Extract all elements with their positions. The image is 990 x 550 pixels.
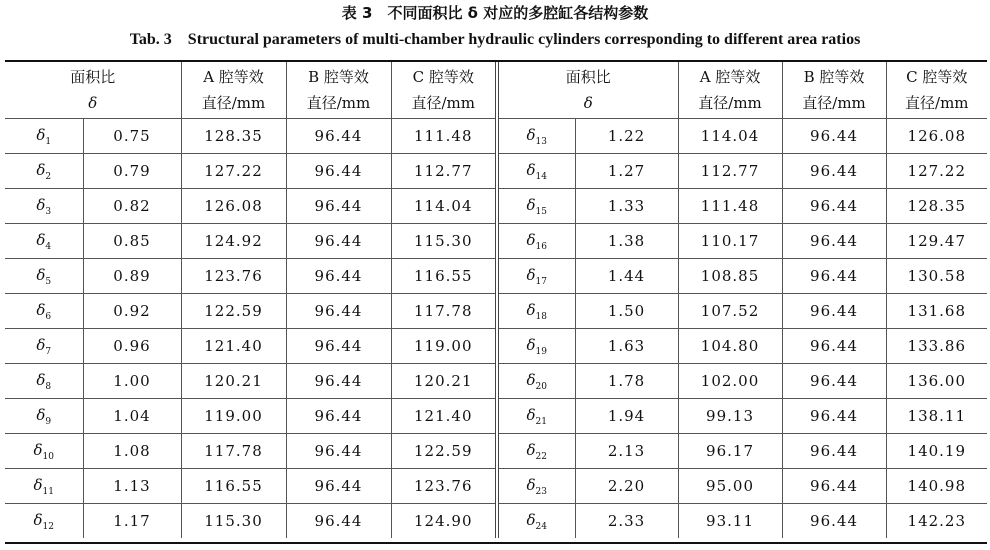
delta-subscript: 9 [45,416,52,427]
delta-symbol: δ [526,300,536,319]
delta-subscript: 7 [45,346,52,357]
header-unit: 直径/mm [802,94,866,112]
delta-symbol-cell [497,224,575,259]
header-area-ratio-right [497,62,678,119]
header-ratio-label: 面积比 [70,68,116,86]
delta-subscript: 2 [45,171,52,182]
delta-symbol-cell [5,154,83,189]
delta-symbol: δ [36,405,46,424]
area-ratio-value: 1.33 [575,189,678,224]
b-chamber-diameter: 96.44 [782,189,886,224]
area-ratio-value: 1.44 [575,259,678,294]
delta-subscript: 10 [42,451,54,462]
delta-symbol-cell [497,364,575,399]
delta-symbol: δ [36,370,46,389]
c-chamber-diameter: 138.11 [886,399,987,434]
delta-symbol: δ [526,230,536,249]
c-chamber-diameter: 120.21 [391,364,497,399]
delta-symbol: δ [33,475,43,494]
delta-symbol-cell [5,469,83,504]
header-ratio-symbol: δ [88,94,98,112]
delta-symbol-cell [497,504,575,539]
delta-symbol: δ [36,160,46,179]
area-ratio-value: 1.94 [575,399,678,434]
table-row [5,399,987,434]
c-chamber-diameter: 114.04 [391,189,497,224]
area-ratio-value: 1.50 [575,294,678,329]
header-a-chamber-right [678,62,782,119]
area-ratio-value: 0.79 [83,154,181,189]
delta-subscript: 20 [535,381,547,392]
a-chamber-diameter: 104.80 [678,329,782,364]
delta-subscript: 3 [45,206,52,217]
a-chamber-diameter: 126.08 [181,189,286,224]
b-chamber-diameter: 96.44 [782,469,886,504]
delta-symbol-cell [497,154,575,189]
b-chamber-diameter: 96.44 [286,364,391,399]
area-ratio-value: 1.08 [83,434,181,469]
header-c-label: C 腔等效 [906,68,968,86]
b-chamber-diameter: 96.44 [782,224,886,259]
b-chamber-diameter: 96.44 [286,259,391,294]
delta-symbol: δ [36,125,46,144]
b-chamber-diameter: 96.44 [286,399,391,434]
delta-symbol: δ [526,440,536,459]
delta-symbol-cell [497,469,575,504]
a-chamber-diameter: 108.85 [678,259,782,294]
header-unit: 直径/mm [698,94,762,112]
c-chamber-diameter: 140.98 [886,469,987,504]
delta-symbol: δ [33,510,43,529]
b-chamber-diameter: 96.44 [286,329,391,364]
a-chamber-diameter: 127.22 [181,154,286,189]
a-chamber-diameter: 93.11 [678,504,782,539]
area-ratio-value: 2.20 [575,469,678,504]
delta-symbol: δ [526,195,536,214]
delta-symbol-cell [497,294,575,329]
header-ratio-label: 面积比 [565,68,611,86]
a-chamber-diameter: 110.17 [678,224,782,259]
delta-subscript: 15 [535,206,547,217]
b-chamber-diameter: 96.44 [782,364,886,399]
header-unit: 直径/mm [306,94,371,112]
c-chamber-diameter: 121.40 [391,399,497,434]
a-chamber-diameter: 107.52 [678,294,782,329]
delta-symbol: δ [526,335,536,354]
b-chamber-diameter: 96.44 [286,154,391,189]
c-chamber-diameter: 133.86 [886,329,987,364]
a-chamber-diameter: 119.00 [181,399,286,434]
delta-symbol-cell [5,364,83,399]
delta-symbol: δ [36,265,46,284]
header-a-chamber-left [181,62,286,119]
delta-subscript: 14 [535,171,547,182]
a-chamber-diameter: 123.76 [181,259,286,294]
c-chamber-diameter: 116.55 [391,259,497,294]
a-chamber-diameter: 102.00 [678,364,782,399]
c-chamber-diameter: 142.23 [886,504,987,539]
delta-subscript: 23 [535,486,547,497]
area-ratio-value: 0.89 [83,259,181,294]
delta-symbol: δ [36,300,46,319]
a-chamber-diameter: 121.40 [181,329,286,364]
header-ratio-symbol: δ [583,94,593,112]
a-chamber-diameter: 95.00 [678,469,782,504]
delta-subscript: 16 [535,241,547,252]
c-chamber-diameter: 129.47 [886,224,987,259]
c-chamber-diameter: 112.77 [391,154,497,189]
table-row [5,504,987,539]
delta-symbol: δ [526,510,536,529]
delta-symbol-cell [497,259,575,294]
a-chamber-diameter: 96.17 [678,434,782,469]
delta-subscript: 21 [535,416,547,427]
delta-symbol: δ [526,370,536,389]
delta-symbol-cell [5,329,83,364]
b-chamber-diameter: 96.44 [782,259,886,294]
table-row [5,224,987,259]
b-chamber-diameter: 96.44 [286,119,391,154]
b-chamber-diameter: 96.44 [782,434,886,469]
delta-symbol-cell [497,329,575,364]
table-row [5,189,987,224]
area-ratio-value: 0.75 [83,119,181,154]
a-chamber-diameter: 117.78 [181,434,286,469]
delta-subscript: 5 [45,276,52,287]
b-chamber-diameter: 96.44 [782,294,886,329]
a-chamber-diameter: 116.55 [181,469,286,504]
delta-symbol: δ [33,440,43,459]
b-chamber-diameter: 96.44 [782,329,886,364]
header-b-label: B 腔等效 [308,68,369,86]
a-chamber-diameter: 112.77 [678,154,782,189]
delta-symbol: δ [526,125,536,144]
header-row [5,62,987,119]
delta-subscript: 17 [535,276,547,287]
delta-subscript: 18 [535,311,547,322]
header-unit: 直径/mm [905,94,969,112]
area-ratio-value: 2.33 [575,504,678,539]
delta-subscript: 6 [45,311,52,322]
delta-symbol: δ [36,195,46,214]
a-chamber-diameter: 111.48 [678,189,782,224]
table-row [5,329,987,364]
table-row [5,119,987,154]
delta-symbol: δ [36,230,46,249]
b-chamber-diameter: 96.44 [286,504,391,539]
delta-symbol-cell [5,224,83,259]
c-chamber-diameter: 111.48 [391,119,497,154]
area-ratio-value: 0.96 [83,329,181,364]
area-ratio-value: 1.04 [83,399,181,434]
b-chamber-diameter: 96.44 [286,294,391,329]
delta-symbol: δ [526,265,536,284]
c-chamber-diameter: 131.68 [886,294,987,329]
delta-symbol: δ [526,405,536,424]
table-row [5,294,987,329]
a-chamber-diameter: 128.35 [181,119,286,154]
table-row [5,154,987,189]
delta-subscript: 1 [45,136,52,147]
header-b-chamber-right [782,62,886,119]
header-c-label: C 腔等效 [412,68,474,86]
area-ratio-value: 0.82 [83,189,181,224]
c-chamber-diameter: 128.35 [886,189,987,224]
delta-symbol-cell [497,399,575,434]
table-caption-chinese: 表 3 不同面积比 δ 对应的多腔缸各结构参数 [341,4,649,22]
b-chamber-diameter: 96.44 [782,399,886,434]
c-chamber-diameter: 115.30 [391,224,497,259]
c-chamber-diameter: 122.59 [391,434,497,469]
delta-subscript: 4 [45,241,52,252]
table-caption-english: Tab. 3 Structural parameters of multi-chamber hydraulic cylinders corresponding to different area ratios [129,31,861,48]
delta-subscript: 24 [535,521,547,532]
delta-subscript: 19 [535,346,547,357]
header-b-label: B 腔等效 [803,68,865,86]
delta-symbol-cell [5,504,83,539]
area-ratio-value: 0.85 [83,224,181,259]
delta-symbol: δ [36,335,46,354]
header-unit: 直径/mm [411,94,476,112]
area-ratio-value: 1.00 [83,364,181,399]
header-c-chamber-left [391,62,497,119]
a-chamber-diameter: 115.30 [181,504,286,539]
data-table [5,62,987,538]
header-a-label: A 腔等效 [203,68,264,86]
a-chamber-diameter: 122.59 [181,294,286,329]
header-unit: 直径/mm [201,94,266,112]
delta-subscript: 13 [535,136,547,147]
b-chamber-diameter: 96.44 [782,154,886,189]
delta-symbol-cell [5,189,83,224]
c-chamber-diameter: 119.00 [391,329,497,364]
delta-symbol-cell [5,434,83,469]
b-chamber-diameter: 96.44 [286,189,391,224]
delta-symbol-cell [5,259,83,294]
header-area-ratio-left [5,62,181,119]
a-chamber-diameter: 99.13 [678,399,782,434]
table-row [5,434,987,469]
delta-symbol: δ [526,160,536,179]
b-chamber-diameter: 96.44 [286,224,391,259]
a-chamber-diameter: 124.92 [181,224,286,259]
area-ratio-value: 1.13 [83,469,181,504]
area-ratio-value: 1.78 [575,364,678,399]
delta-symbol-cell [497,434,575,469]
delta-symbol-cell [5,119,83,154]
b-chamber-diameter: 96.44 [286,469,391,504]
c-chamber-diameter: 117.78 [391,294,497,329]
delta-symbol-cell [5,399,83,434]
a-chamber-diameter: 120.21 [181,364,286,399]
b-chamber-diameter: 96.44 [782,119,886,154]
area-ratio-value: 1.38 [575,224,678,259]
header-c-chamber-right [886,62,987,119]
c-chamber-diameter: 126.08 [886,119,987,154]
table-bottom-rule [5,542,987,544]
a-chamber-diameter: 114.04 [678,119,782,154]
area-ratio-value: 1.17 [83,504,181,539]
c-chamber-diameter: 140.19 [886,434,987,469]
header-a-label: A 腔等效 [699,68,761,86]
area-ratio-value: 1.63 [575,329,678,364]
area-ratio-value: 2.13 [575,434,678,469]
delta-symbol: δ [526,475,536,494]
delta-symbol-cell [5,294,83,329]
area-ratio-value: 0.92 [83,294,181,329]
delta-subscript: 8 [45,381,52,392]
delta-symbol-cell [497,119,575,154]
delta-symbol-cell [497,189,575,224]
delta-subscript: 12 [42,521,54,532]
table-row [5,469,987,504]
table-row [5,259,987,294]
c-chamber-diameter: 136.00 [886,364,987,399]
delta-subscript: 11 [42,486,54,497]
area-ratio-value: 1.22 [575,119,678,154]
c-chamber-diameter: 127.22 [886,154,987,189]
header-b-chamber-left [286,62,391,119]
c-chamber-diameter: 124.90 [391,504,497,539]
b-chamber-diameter: 96.44 [782,504,886,539]
c-chamber-diameter: 123.76 [391,469,497,504]
c-chamber-diameter: 130.58 [886,259,987,294]
b-chamber-diameter: 96.44 [286,434,391,469]
delta-subscript: 22 [535,451,547,462]
area-ratio-value: 1.27 [575,154,678,189]
table-row [5,364,987,399]
